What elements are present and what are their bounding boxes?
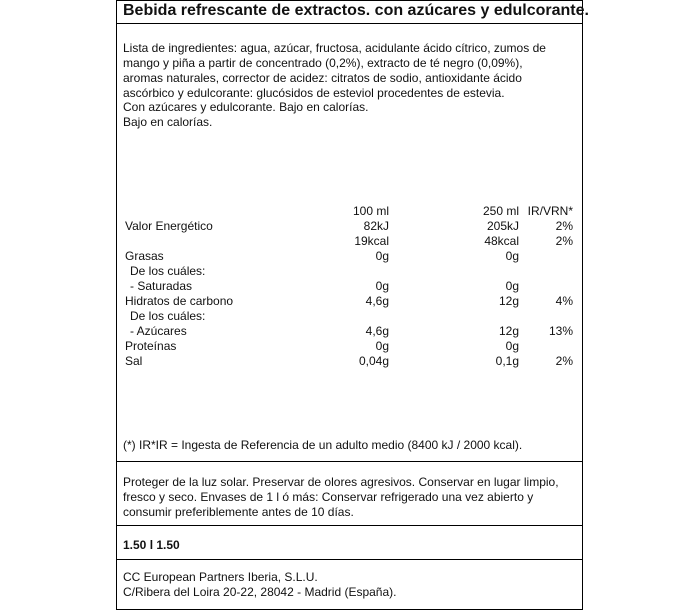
- value-100ml: 0g: [375, 249, 389, 263]
- header-250ml: 250 ml: [482, 204, 519, 218]
- value-100ml: 82kJ: [363, 219, 389, 233]
- divider: [117, 525, 582, 526]
- value-250ml: 48kcal: [484, 234, 519, 248]
- nutrition-row: [117, 294, 582, 309]
- value-250ml: 12g: [498, 294, 519, 308]
- nutrition-row: [117, 234, 582, 249]
- storage-line: consumir preferiblemente antes de 10 días.: [123, 505, 354, 519]
- label-frame: [116, 0, 589, 610]
- divider: [117, 559, 582, 560]
- nutrient-name: Sal: [125, 354, 143, 368]
- nutrient-name: - Saturadas: [130, 279, 193, 293]
- ingredients-line: ascórbico y edulcorante: glucósidos de esteviol procedentes de estevia.: [123, 86, 505, 100]
- value-ir: 2%: [555, 354, 573, 368]
- header-100ml: 100 ml: [352, 204, 389, 218]
- value-100ml: 0g: [375, 279, 389, 293]
- nutrient-name: Grasas: [125, 249, 164, 263]
- nutrient-name: Hidratos de carbono: [125, 294, 234, 308]
- header-ir: IR/VRN*: [527, 204, 573, 218]
- value-250ml: 205kJ: [486, 219, 519, 233]
- nutrient-name: - Azúcares: [130, 324, 187, 338]
- divider: [117, 461, 582, 462]
- nutrition-row: [117, 339, 582, 354]
- value-100ml: 4,6g: [365, 324, 389, 338]
- value-250ml: 0g: [505, 339, 519, 353]
- value-250ml: 0,1g: [495, 354, 519, 368]
- nutrition-row: [117, 249, 582, 264]
- claims-line: Con azúcares y edulcorante. Bajo en calorías.: [123, 100, 369, 114]
- nutrition-row: [117, 324, 582, 339]
- product-title: Bebida refrescante de extractos. con azúcares y edulcorante.: [123, 2, 589, 19]
- nutrient-subheading: De los cuáles:: [130, 309, 206, 323]
- nutrition-row: [117, 309, 582, 324]
- nutrient-name: Proteínas: [125, 339, 177, 353]
- value-ir: 13%: [548, 324, 573, 338]
- nutrient-name: Valor Energético: [125, 219, 213, 233]
- divider: [117, 23, 582, 24]
- company-name: CC European Partners Iberia, S.L.U.: [123, 570, 318, 584]
- nutrition-row: [117, 264, 582, 279]
- value-100ml: 0g: [375, 339, 389, 353]
- nutrition-header-row: [117, 204, 582, 219]
- company-address: C/Ribera del Loira 20-22, 28042 - Madrid (España).: [123, 585, 397, 599]
- value-100ml: 0,04g: [358, 354, 389, 368]
- value-250ml: 12g: [498, 324, 519, 338]
- nutrition-row: [117, 354, 582, 369]
- footnote: (*) IR*IR = Ingesta de Referencia de un adulto medio (8400 kJ / 2000 kcal).: [123, 438, 523, 452]
- claims-line: Bajo en calorías.: [123, 115, 213, 129]
- value-ir: 2%: [555, 234, 573, 248]
- storage-line: fresco y seco. Envases de 1 l ó más: Conservar refrigerado una vez abierto y: [123, 490, 534, 504]
- value-ir: 2%: [555, 219, 573, 233]
- volume: 1.50 l 1.50: [123, 538, 180, 552]
- nutrition-row: [117, 279, 582, 294]
- nutrition-row: [117, 219, 582, 234]
- nutrient-subheading: De los cuáles:: [130, 264, 206, 278]
- value-100ml: 4,6g: [365, 294, 389, 308]
- ingredients-line: Lista de ingredientes: agua, azúcar, fructosa, acidulante ácido cítrico, zumos de: [123, 41, 546, 55]
- ingredients-line: aromas naturales, corrector de acidez: citratos de sodio, antioxidante ácido: [123, 71, 522, 85]
- value-250ml: 0g: [505, 279, 519, 293]
- value-100ml: 19kcal: [354, 234, 389, 248]
- value-ir: 4%: [555, 294, 573, 308]
- storage-line: Proteger de la luz solar. Preservar de olores agresivos. Conservar en lugar limpio,: [123, 475, 559, 489]
- value-250ml: 0g: [505, 249, 519, 263]
- ingredients-line: mango y piña a partir de concentrado (0,2%), extracto de té negro (0,09%),: [123, 56, 523, 70]
